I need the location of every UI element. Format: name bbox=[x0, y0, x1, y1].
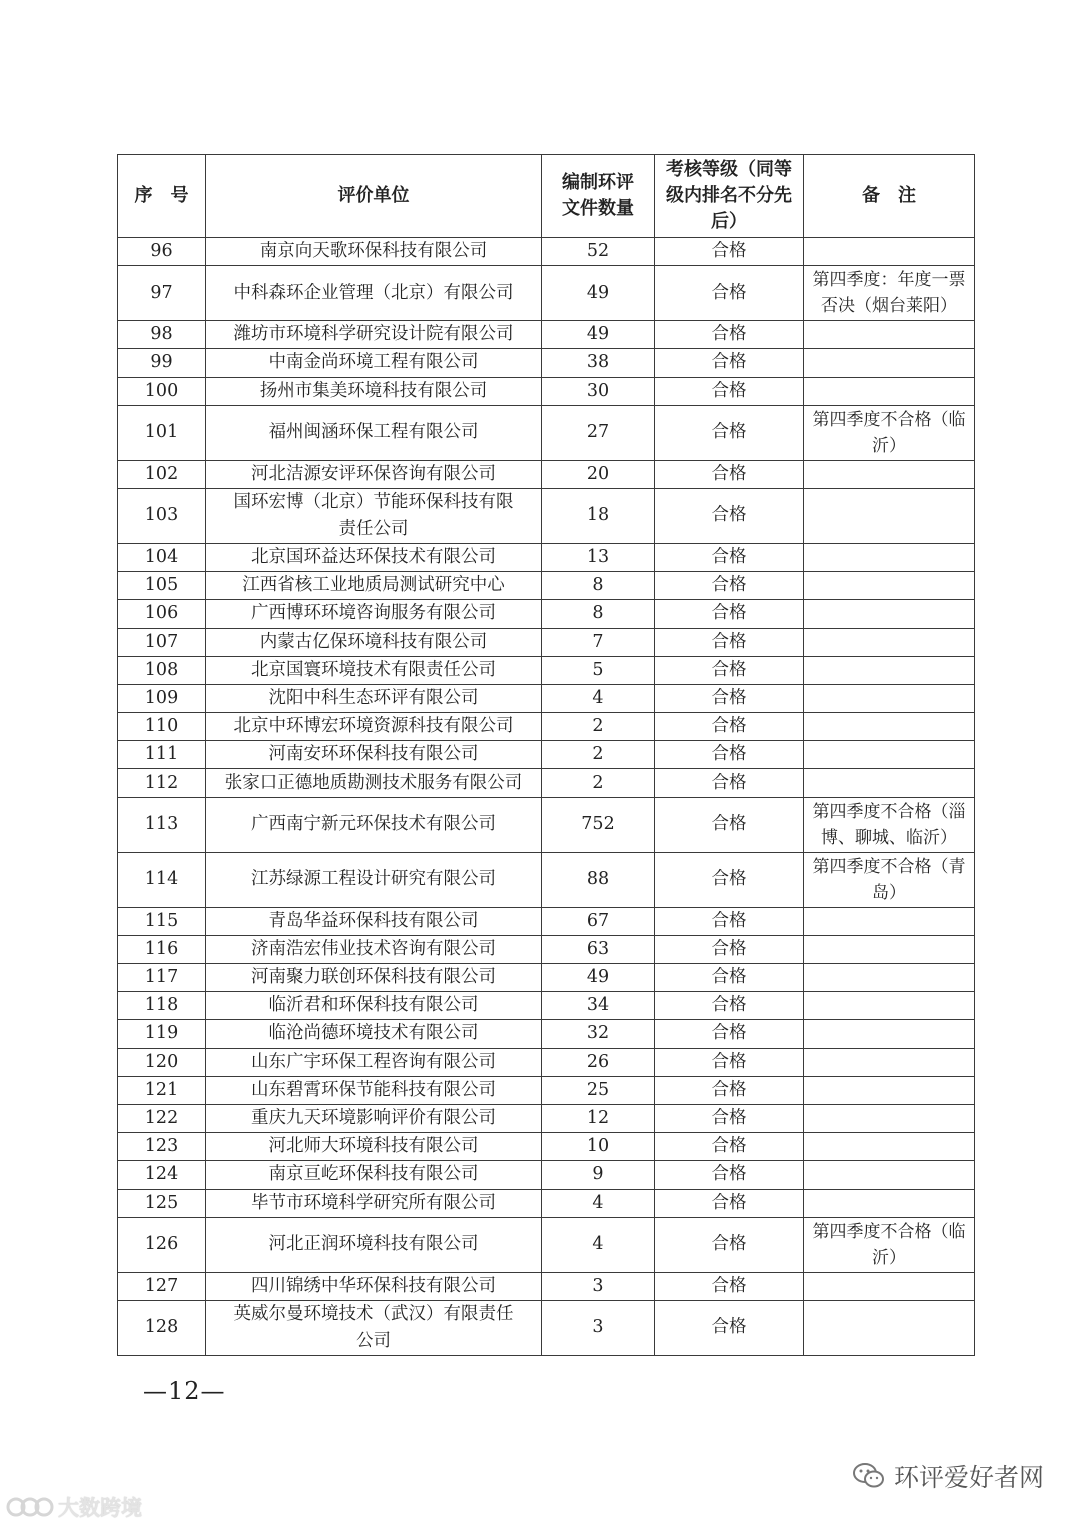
cell-seq: 127 bbox=[118, 1272, 206, 1300]
cell-seq: 115 bbox=[118, 907, 206, 935]
cell-seq: 109 bbox=[118, 684, 206, 712]
cell-remark bbox=[804, 572, 975, 600]
cell-remark: 第四季度不合格（淄博、聊城、临沂） bbox=[804, 797, 975, 852]
table-row bbox=[118, 1217, 975, 1272]
watermark-right-text: 环评爱好者网 bbox=[893, 1463, 1044, 1492]
cell-seq: 123 bbox=[118, 1133, 206, 1161]
cell-unit: 济南浩宏伟业技术咨询有限公司 bbox=[206, 935, 542, 963]
cell-unit: 南京亘屹环保科技有限公司 bbox=[206, 1161, 542, 1189]
cell-grade: 合格 bbox=[655, 797, 804, 852]
table-row bbox=[118, 1272, 975, 1300]
page-number: —12— bbox=[143, 1377, 226, 1405]
cell-seq: 108 bbox=[118, 656, 206, 684]
watermark-logo-icon bbox=[6, 1494, 54, 1520]
cell-seq: 121 bbox=[118, 1076, 206, 1104]
table-row bbox=[118, 1048, 975, 1076]
cell-count: 10 bbox=[542, 1133, 655, 1161]
cell-unit: 山东碧霄环保节能科技有限公司 bbox=[206, 1076, 542, 1104]
header-grade: 考核等级（同等级内排名不分先后） bbox=[655, 155, 804, 238]
table-row bbox=[118, 1189, 975, 1217]
cell-seq: 124 bbox=[118, 1161, 206, 1189]
cell-count: 8 bbox=[542, 572, 655, 600]
cell-remark bbox=[804, 238, 975, 266]
cell-grade: 合格 bbox=[655, 460, 804, 488]
cell-unit: 河南安环环保科技有限公司 bbox=[206, 741, 542, 769]
cell-seq: 116 bbox=[118, 935, 206, 963]
table-row bbox=[118, 935, 975, 963]
cell-count: 4 bbox=[542, 1189, 655, 1217]
cell-remark: 第四季度不合格（青岛） bbox=[804, 852, 975, 907]
cell-grade: 合格 bbox=[655, 1020, 804, 1048]
cell-grade: 合格 bbox=[655, 1076, 804, 1104]
cell-unit: 国环宏博（北京）节能环保科技有限责任公司 bbox=[206, 488, 542, 543]
cell-grade: 合格 bbox=[655, 992, 804, 1020]
cell-seq: 122 bbox=[118, 1104, 206, 1132]
table-row bbox=[118, 684, 975, 712]
cell-seq: 102 bbox=[118, 460, 206, 488]
cell-remark bbox=[804, 1104, 975, 1132]
cell-seq: 126 bbox=[118, 1217, 206, 1272]
header-count: 编制环评文件数量 bbox=[542, 155, 655, 238]
table-row bbox=[118, 741, 975, 769]
cell-unit: 张家口正德地质勘测技术服务有限公司 bbox=[206, 769, 542, 797]
table-row bbox=[118, 852, 975, 907]
cell-remark bbox=[804, 349, 975, 377]
cell-count: 26 bbox=[542, 1048, 655, 1076]
table-header-row bbox=[118, 155, 975, 238]
cell-remark bbox=[804, 1189, 975, 1217]
cell-unit: 沈阳中科生态环评有限公司 bbox=[206, 684, 542, 712]
cell-remark bbox=[804, 321, 975, 349]
cell-unit: 内蒙古亿保环境科技有限公司 bbox=[206, 628, 542, 656]
cell-seq: 113 bbox=[118, 797, 206, 852]
table-row bbox=[118, 488, 975, 543]
cell-seq: 107 bbox=[118, 628, 206, 656]
table-row bbox=[118, 349, 975, 377]
cell-grade: 合格 bbox=[655, 1133, 804, 1161]
cell-remark bbox=[804, 1048, 975, 1076]
table-row bbox=[118, 543, 975, 571]
cell-seq: 125 bbox=[118, 1189, 206, 1217]
cell-grade: 合格 bbox=[655, 741, 804, 769]
table-body bbox=[118, 238, 975, 1356]
table-row bbox=[118, 238, 975, 266]
cell-grade: 合格 bbox=[655, 600, 804, 628]
cell-count: 88 bbox=[542, 852, 655, 907]
cell-seq: 103 bbox=[118, 488, 206, 543]
cell-remark: 第四季度不合格（临沂） bbox=[804, 1217, 975, 1272]
table-row bbox=[118, 797, 975, 852]
cell-unit: 临沧尚德环境技术有限公司 bbox=[206, 1020, 542, 1048]
cell-count: 49 bbox=[542, 321, 655, 349]
cell-count: 38 bbox=[542, 349, 655, 377]
cell-unit: 北京中环博宏环境资源科技有限公司 bbox=[206, 713, 542, 741]
cell-grade: 合格 bbox=[655, 349, 804, 377]
cell-grade: 合格 bbox=[655, 769, 804, 797]
table-row bbox=[118, 266, 975, 321]
cell-remark bbox=[804, 907, 975, 935]
wechat-icon bbox=[852, 1462, 886, 1490]
cell-grade: 合格 bbox=[655, 684, 804, 712]
table-row bbox=[118, 628, 975, 656]
cell-remark bbox=[804, 656, 975, 684]
cell-remark bbox=[804, 935, 975, 963]
cell-remark bbox=[804, 769, 975, 797]
cell-grade: 合格 bbox=[655, 488, 804, 543]
watermark-right bbox=[852, 1458, 1044, 1494]
cell-grade: 合格 bbox=[655, 628, 804, 656]
cell-grade: 合格 bbox=[655, 713, 804, 741]
cell-seq: 100 bbox=[118, 377, 206, 405]
header-unit: 评价单位 bbox=[206, 155, 542, 238]
cell-grade: 合格 bbox=[655, 1104, 804, 1132]
cell-grade: 合格 bbox=[655, 1048, 804, 1076]
cell-grade: 合格 bbox=[655, 656, 804, 684]
table-row bbox=[118, 572, 975, 600]
cell-unit: 山东广宇环保工程咨询有限公司 bbox=[206, 1048, 542, 1076]
cell-remark bbox=[804, 964, 975, 992]
cell-unit: 重庆九天环境影响评价有限公司 bbox=[206, 1104, 542, 1132]
table-row bbox=[118, 1020, 975, 1048]
cell-count: 18 bbox=[542, 488, 655, 543]
cell-remark bbox=[804, 377, 975, 405]
cell-unit: 广西南宁新元环保技术有限公司 bbox=[206, 797, 542, 852]
cell-unit: 江西省核工业地质局测试研究中心 bbox=[206, 572, 542, 600]
cell-seq: 106 bbox=[118, 600, 206, 628]
cell-remark bbox=[804, 992, 975, 1020]
cell-grade: 合格 bbox=[655, 964, 804, 992]
cell-unit: 英威尔曼环境技术（武汉）有限责任公司 bbox=[206, 1300, 542, 1355]
cell-unit: 潍坊市环境科学研究设计院有限公司 bbox=[206, 321, 542, 349]
cell-seq: 105 bbox=[118, 572, 206, 600]
evaluation-table bbox=[117, 154, 975, 1356]
table-row bbox=[118, 713, 975, 741]
cell-remark bbox=[804, 1161, 975, 1189]
cell-grade: 合格 bbox=[655, 1217, 804, 1272]
cell-count: 32 bbox=[542, 1020, 655, 1048]
cell-grade: 合格 bbox=[655, 1300, 804, 1355]
cell-seq: 119 bbox=[118, 1020, 206, 1048]
cell-seq: 112 bbox=[118, 769, 206, 797]
cell-count: 7 bbox=[542, 628, 655, 656]
table-row bbox=[118, 405, 975, 460]
cell-unit: 福州闽涵环保工程有限公司 bbox=[206, 405, 542, 460]
cell-unit: 临沂君和环保科技有限公司 bbox=[206, 992, 542, 1020]
table-row bbox=[118, 907, 975, 935]
cell-count: 25 bbox=[542, 1076, 655, 1104]
table-row bbox=[118, 460, 975, 488]
table-row bbox=[118, 964, 975, 992]
cell-grade: 合格 bbox=[655, 405, 804, 460]
watermark-left bbox=[6, 1492, 142, 1522]
cell-unit: 中南金尚环境工程有限公司 bbox=[206, 349, 542, 377]
header-remark: 备 注 bbox=[804, 155, 975, 238]
cell-grade: 合格 bbox=[655, 321, 804, 349]
header-seq: 序 号 bbox=[118, 155, 206, 238]
cell-grade: 合格 bbox=[655, 377, 804, 405]
cell-count: 8 bbox=[542, 600, 655, 628]
cell-remark bbox=[804, 543, 975, 571]
cell-unit: 北京国环益达环保技术有限公司 bbox=[206, 543, 542, 571]
cell-grade: 合格 bbox=[655, 1189, 804, 1217]
cell-count: 34 bbox=[542, 992, 655, 1020]
cell-seq: 128 bbox=[118, 1300, 206, 1355]
cell-seq: 110 bbox=[118, 713, 206, 741]
cell-remark: 第四季度不合格（临沂） bbox=[804, 405, 975, 460]
cell-unit: 扬州市集美环境科技有限公司 bbox=[206, 377, 542, 405]
cell-seq: 101 bbox=[118, 405, 206, 460]
cell-count: 3 bbox=[542, 1272, 655, 1300]
cell-remark bbox=[804, 713, 975, 741]
cell-count: 2 bbox=[542, 769, 655, 797]
cell-remark bbox=[804, 628, 975, 656]
cell-remark bbox=[804, 600, 975, 628]
cell-count: 12 bbox=[542, 1104, 655, 1132]
cell-unit: 中科森环企业管理（北京）有限公司 bbox=[206, 266, 542, 321]
watermark-left-text: 大数跨境 bbox=[58, 1496, 142, 1520]
cell-seq: 118 bbox=[118, 992, 206, 1020]
table-row bbox=[118, 377, 975, 405]
cell-count: 13 bbox=[542, 543, 655, 571]
cell-count: 49 bbox=[542, 266, 655, 321]
cell-seq: 120 bbox=[118, 1048, 206, 1076]
cell-remark bbox=[804, 488, 975, 543]
cell-grade: 合格 bbox=[655, 935, 804, 963]
cell-count: 49 bbox=[542, 964, 655, 992]
cell-grade: 合格 bbox=[655, 852, 804, 907]
cell-count: 27 bbox=[542, 405, 655, 460]
table-row bbox=[118, 1076, 975, 1104]
cell-count: 2 bbox=[542, 741, 655, 769]
table-row bbox=[118, 1133, 975, 1161]
table-row bbox=[118, 656, 975, 684]
cell-remark: 第四季度：年度一票否决（烟台莱阳） bbox=[804, 266, 975, 321]
table-row bbox=[118, 600, 975, 628]
cell-count: 4 bbox=[542, 1217, 655, 1272]
cell-remark bbox=[804, 1020, 975, 1048]
cell-count: 63 bbox=[542, 935, 655, 963]
cell-count: 2 bbox=[542, 713, 655, 741]
cell-count: 30 bbox=[542, 377, 655, 405]
cell-unit: 南京向天歌环保科技有限公司 bbox=[206, 238, 542, 266]
cell-seq: 96 bbox=[118, 238, 206, 266]
cell-remark bbox=[804, 1272, 975, 1300]
cell-count: 3 bbox=[542, 1300, 655, 1355]
cell-seq: 104 bbox=[118, 543, 206, 571]
cell-remark bbox=[804, 741, 975, 769]
table-row bbox=[118, 321, 975, 349]
cell-remark bbox=[804, 1076, 975, 1104]
cell-count: 67 bbox=[542, 907, 655, 935]
cell-count: 5 bbox=[542, 656, 655, 684]
cell-count: 20 bbox=[542, 460, 655, 488]
cell-remark bbox=[804, 1133, 975, 1161]
table-row bbox=[118, 1300, 975, 1355]
cell-grade: 合格 bbox=[655, 1161, 804, 1189]
cell-unit: 青岛华益环保科技有限公司 bbox=[206, 907, 542, 935]
cell-seq: 98 bbox=[118, 321, 206, 349]
cell-unit: 四川锦绣中华环保科技有限公司 bbox=[206, 1272, 542, 1300]
cell-remark bbox=[804, 684, 975, 712]
cell-unit: 北京国寰环境技术有限责任公司 bbox=[206, 656, 542, 684]
cell-unit: 广西博环环境咨询服务有限公司 bbox=[206, 600, 542, 628]
cell-grade: 合格 bbox=[655, 1272, 804, 1300]
cell-count: 9 bbox=[542, 1161, 655, 1189]
cell-unit: 江苏绿源工程设计研究有限公司 bbox=[206, 852, 542, 907]
cell-unit: 河北正润环境科技有限公司 bbox=[206, 1217, 542, 1272]
cell-seq: 111 bbox=[118, 741, 206, 769]
cell-remark bbox=[804, 460, 975, 488]
table-row bbox=[118, 769, 975, 797]
cell-seq: 99 bbox=[118, 349, 206, 377]
cell-grade: 合格 bbox=[655, 238, 804, 266]
cell-unit: 毕节市环境科学研究所有限公司 bbox=[206, 1189, 542, 1217]
table-row bbox=[118, 1104, 975, 1132]
cell-count: 52 bbox=[542, 238, 655, 266]
table-row bbox=[118, 1161, 975, 1189]
cell-seq: 117 bbox=[118, 964, 206, 992]
table-row bbox=[118, 992, 975, 1020]
cell-remark bbox=[804, 1300, 975, 1355]
cell-seq: 114 bbox=[118, 852, 206, 907]
cell-grade: 合格 bbox=[655, 543, 804, 571]
cell-count: 752 bbox=[542, 797, 655, 852]
cell-grade: 合格 bbox=[655, 572, 804, 600]
cell-seq: 97 bbox=[118, 266, 206, 321]
cell-count: 4 bbox=[542, 684, 655, 712]
cell-unit: 河北师大环境科技有限公司 bbox=[206, 1133, 542, 1161]
cell-grade: 合格 bbox=[655, 266, 804, 321]
cell-grade: 合格 bbox=[655, 907, 804, 935]
cell-unit: 河南聚力联创环保科技有限公司 bbox=[206, 964, 542, 992]
cell-unit: 河北洁源安评环保咨询有限公司 bbox=[206, 460, 542, 488]
